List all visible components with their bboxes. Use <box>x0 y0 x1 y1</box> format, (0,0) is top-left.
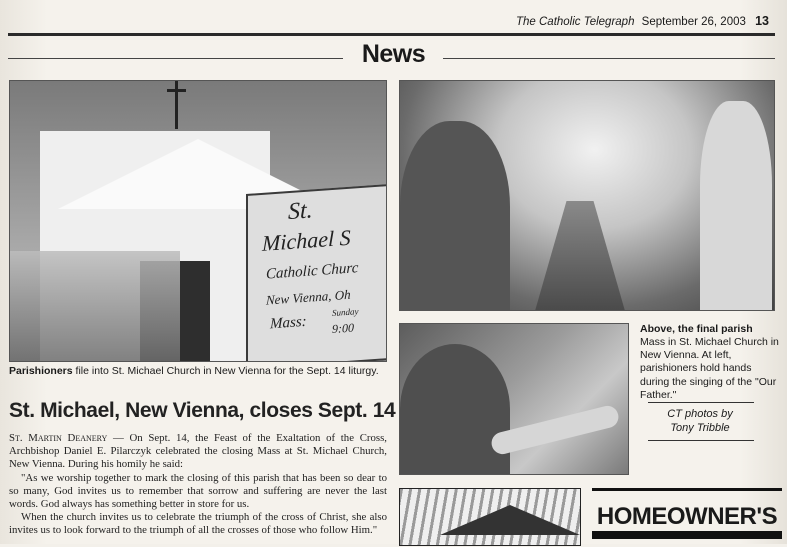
article-paragraph: "As we worship together to mark the closing of this parish that has been so dear to so many, God invites us to remember that sorrow and suffering are never the last words. God always has something better in store for us. <box>9 471 387 510</box>
parishioner-figure <box>400 344 510 474</box>
section-rule-right <box>443 58 775 59</box>
photo-holding-hands <box>399 323 629 475</box>
ad-subtitle-bar <box>592 531 782 539</box>
dateline: St. Martin Deanery <box>9 432 108 444</box>
article-paragraph: When the church invites us to celebrate the triumph of the cross of Christ, she also invites us to look forward to the triumph of all the crosses of those who follow Him." <box>9 511 387 537</box>
publication-name: The Catholic Telegraph <box>515 16 635 28</box>
issue-date: September 26, 2003 <box>641 16 746 28</box>
ad-title: HOMEOWNER'S <box>596 503 778 530</box>
photo-credit <box>640 407 760 436</box>
photo-caption-right <box>640 323 780 402</box>
credit-line: CT photos by <box>667 408 733 420</box>
top-rule <box>8 33 775 36</box>
congregant-figure <box>400 121 510 311</box>
sign-line: Mass: <box>270 313 307 333</box>
article-paragraph: St. Martin Deanery — On Sept. 14, the Feast of the Exaltation of the Cross, Archbishop Daniel E. Pilarczyk celebrated the closing Mass at St. Michael Church, New Vienna. During his homily he said: <box>9 432 387 471</box>
sign-line: New Vienna, Oh <box>266 286 351 308</box>
credit-line: Tony Tribble <box>670 422 730 435</box>
caption-lead: Parishioners <box>9 365 73 377</box>
section-rule-left <box>8 58 343 59</box>
article-headline: St. Michael, New Vienna, closes Sept. 14 <box>9 399 396 422</box>
photo-church-interior <box>399 80 775 311</box>
congregant-figure <box>700 101 772 311</box>
sign-line: 9:00 <box>332 320 354 337</box>
section-title: News <box>361 40 426 68</box>
advertisement-house <box>399 488 581 546</box>
caption-text: file into St. Michael Church in New Vienna for the Sept. 14 liturgy. <box>72 365 379 377</box>
sign-line: Michael S <box>262 224 351 256</box>
church-sign <box>246 184 387 362</box>
caption-lead: Above, the final parish <box>640 323 753 335</box>
house-roof-icon <box>440 505 580 535</box>
photo-caption-main <box>9 365 389 378</box>
parishioners-figures <box>10 251 180 361</box>
advertisement-homeowners <box>592 488 782 547</box>
photo-church-exterior <box>9 80 387 362</box>
credit-rule-bottom <box>648 440 754 441</box>
credit-rule-top <box>648 402 754 403</box>
caption-text: Mass in St. Michael Church in New Vienna. At left, parishioners hold hands during the singing of the "Our Father." <box>640 336 779 401</box>
sign-line: Catholic Churc <box>266 260 359 283</box>
article-body <box>9 432 387 537</box>
running-head <box>516 14 769 28</box>
sign-line: Sunday <box>332 306 359 319</box>
sign-line: St. <box>288 197 313 226</box>
page-number: 13 <box>755 14 769 28</box>
cross-icon <box>175 81 178 129</box>
